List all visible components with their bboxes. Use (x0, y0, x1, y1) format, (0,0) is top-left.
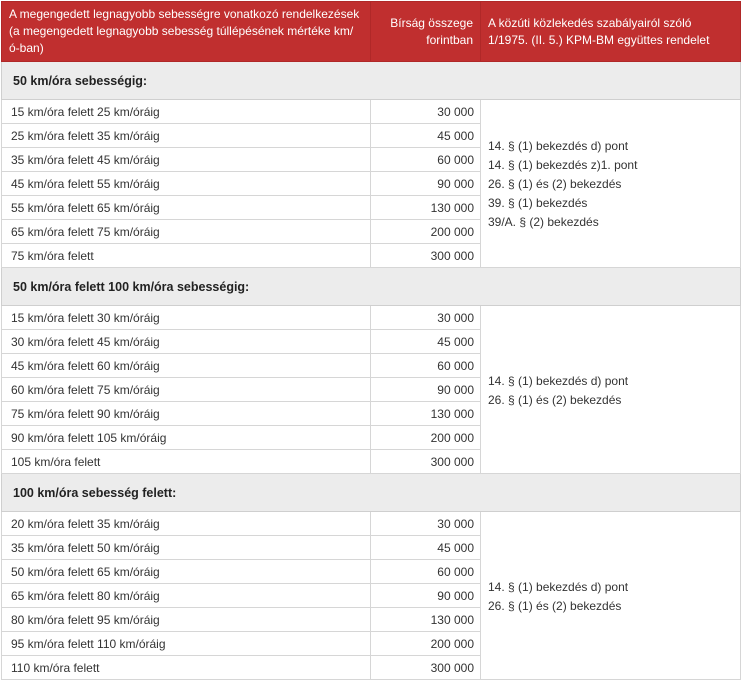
fine-amount-cell: 45 000 (371, 536, 481, 560)
table-row (2, 306, 741, 330)
table-row (2, 100, 741, 124)
section-row (2, 62, 741, 100)
fine-amount-cell: 60 000 (371, 560, 481, 584)
regulation-references-cell (481, 100, 741, 268)
speed-range-cell: 55 km/óra felett 65 km/óráig (2, 196, 371, 220)
fine-amount-cell: 300 000 (371, 244, 481, 268)
speed-range-cell: 50 km/óra felett 65 km/óráig (2, 560, 371, 584)
speed-range-cell: 25 km/óra felett 35 km/óráig (2, 124, 371, 148)
speed-range-cell: 35 km/óra felett 50 km/óráig (2, 536, 371, 560)
section-row (2, 268, 741, 306)
table-header (2, 2, 741, 62)
section-title: 50 km/óra sebességig: (2, 62, 741, 100)
regulation-reference: 14. § (1) bekezdés d) pont (488, 579, 629, 594)
fine-amount-cell: 30 000 (371, 512, 481, 536)
fine-amount-cell: 60 000 (371, 354, 481, 378)
section-title: 50 km/óra felett 100 km/óra sebességig: (2, 268, 741, 306)
regulation-reference: 26. § (1) és (2) bekezdés (488, 177, 622, 191)
speed-range-cell: 30 km/óra felett 45 km/óráig (2, 330, 371, 354)
speed-range-cell: 65 km/óra felett 75 km/óráig (2, 220, 371, 244)
fine-amount-cell: 130 000 (371, 402, 481, 426)
regulation-reference: 26. § (1) és (2) bekezdés (488, 598, 622, 613)
fine-amount-cell: 300 000 (371, 656, 481, 680)
speed-range-cell: 15 km/óra felett 25 km/óráig (2, 100, 371, 124)
speed-range-cell: 95 km/óra felett 110 km/óráig (2, 632, 371, 656)
speed-range-cell: 75 km/óra felett 90 km/óráig (2, 402, 371, 426)
speed-range-cell: 15 km/óra felett 30 km/óráig (2, 306, 371, 330)
regulation-reference: 14. § (1) bekezdés d) pont (488, 139, 629, 153)
regulation-reference: 39. § (1) bekezdés (488, 196, 588, 210)
regulation-reference: 14. § (1) bekezdés d) pont (488, 373, 629, 388)
speed-range-cell: 45 km/óra felett 55 km/óráig (2, 172, 371, 196)
fines-table (1, 1, 741, 680)
speed-range-cell: 65 km/óra felett 80 km/óráig (2, 584, 371, 608)
speed-range-cell: 60 km/óra felett 75 km/óráig (2, 378, 371, 402)
fine-amount-cell: 30 000 (371, 100, 481, 124)
regulation-reference: 14. § (1) bekezdés z)1. pont (488, 158, 638, 172)
fine-amount-cell: 45 000 (371, 330, 481, 354)
fine-amount-cell: 130 000 (371, 608, 481, 632)
speed-range-cell: 35 km/óra felett 45 km/óráig (2, 148, 371, 172)
speed-range-cell: 110 km/óra felett (2, 656, 371, 680)
speed-range-cell: 75 km/óra felett (2, 244, 371, 268)
fine-amount-cell: 90 000 (371, 584, 481, 608)
fine-amount-cell: 30 000 (371, 306, 481, 330)
fine-amount-cell: 200 000 (371, 426, 481, 450)
fine-amount-cell: 200 000 (371, 632, 481, 656)
speed-range-cell: 20 km/óra felett 35 km/óráig (2, 512, 371, 536)
fine-amount-cell: 200 000 (371, 220, 481, 244)
table-row (2, 512, 741, 536)
fine-amount-cell: 130 000 (371, 196, 481, 220)
fine-amount-cell: 300 000 (371, 450, 481, 474)
header-speed-provisions: A megengedett legnagyobb sebességre vonatkozó rendelkezések (a megengedett legnagyobb sebesség túllépésének mértéke km/ó-ban) (2, 2, 371, 62)
regulation-reference: 26. § (1) és (2) bekezdés (488, 392, 622, 407)
speed-range-cell: 80 km/óra felett 95 km/óráig (2, 608, 371, 632)
regulation-references-cell (481, 512, 741, 680)
regulation-references-cell (481, 306, 741, 474)
fine-amount-cell: 45 000 (371, 124, 481, 148)
fine-amount-cell: 90 000 (371, 172, 481, 196)
fine-amount-cell: 60 000 (371, 148, 481, 172)
header-fine-amount: Bírság összege forintban (371, 2, 481, 62)
speed-range-cell: 45 km/óra felett 60 km/óráig (2, 354, 371, 378)
speed-range-cell: 90 km/óra felett 105 km/óráig (2, 426, 371, 450)
speed-range-cell: 105 km/óra felett (2, 450, 371, 474)
section-title: 100 km/óra sebesség felett: (2, 474, 741, 512)
fine-amount-cell: 90 000 (371, 378, 481, 402)
table-body (2, 62, 741, 680)
regulation-reference: 39/A. § (2) bekezdés (488, 215, 599, 229)
header-regulation: A közúti közlekedés szabályairól szóló 1/1975. (II. 5.) KPM-BM együttes rendelet (481, 2, 741, 62)
section-row (2, 474, 741, 512)
